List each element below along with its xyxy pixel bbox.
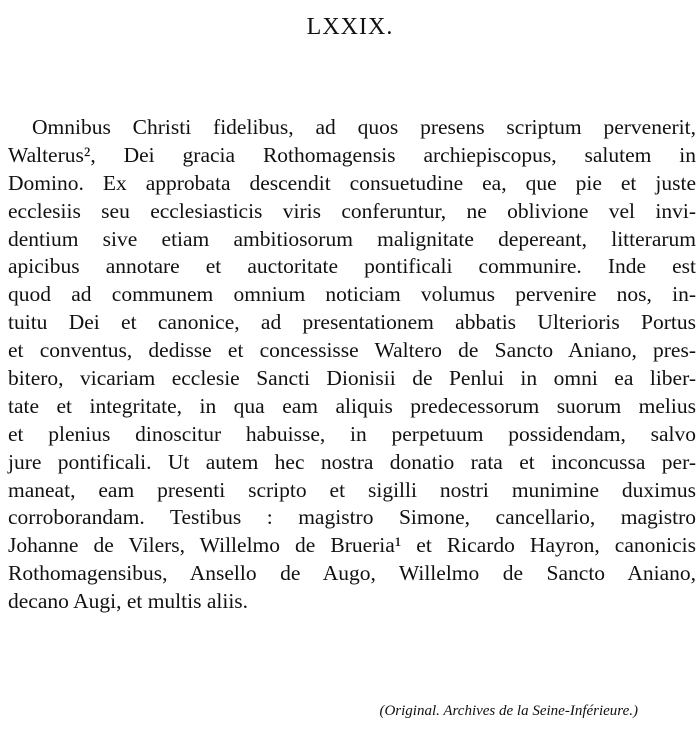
charter-text — [8, 114, 696, 616]
charter-number-heading: LXXIX. — [306, 14, 394, 40]
text-line: Omnibus Christi fidelibus, ad quos presens scriptum pervenerit, — [32, 115, 696, 139]
text-line: Domino. Ex approbata descendit consuetudine ea, que pie et juste — [8, 170, 696, 195]
text-line: quod ad communem omnium noticiam volumus pervenire nos, in- — [8, 282, 696, 307]
text-line: bitero, vicariam ecclesie Sancti Dionisii de Penlui in omni ea liber- — [8, 366, 696, 391]
text-line: et conventus, dedisse et concessisse Waltero de Sancto Aniano, pres- — [8, 338, 696, 363]
text-line: jure pontificali. Ut autem hec nostra donatio rata et inconcussa per- — [8, 449, 696, 474]
text-line: Rothomagensibus, Ansello de Augo, Willelmo de Sancto Aniano, — [8, 561, 696, 586]
text-line: Johanne de Vilers, Willelmo de Brueria¹ et Ricardo Hayron, canonicis — [8, 533, 696, 558]
text-line: ecclesiis seu ecclesiasticis viris conferuntur, ne oblivione vel invi- — [8, 198, 696, 223]
text-line: Walterus², Dei gracia Rothomagensis archiepiscopus, salutem in — [8, 142, 696, 167]
text-line: maneat, eam presenti scripto et sigilli nostri munimine duximus — [8, 477, 696, 502]
text-line: tate et integritate, in qua eam aliquis predecessorum suorum melius — [8, 393, 696, 418]
text-line: tuitu Dei et canonice, ad presentationem abbatis Ulterioris Portus — [8, 310, 696, 335]
text-line: apicibus annotare et auctoritate pontificali communire. Inde est — [8, 254, 696, 279]
source-citation: (Original. Archives de la Seine-Inférieure.) — [379, 703, 638, 719]
text-line: et plenius dinoscitur habuisse, in perpetuum possidendam, salvo — [8, 421, 696, 446]
text-line: decano Augi, et multis aliis. — [8, 589, 249, 614]
text-line: dentium sive etiam ambitiosorum malignitate depereant, litterarum — [8, 226, 696, 251]
text-line: corroborandam. Testibus : magistro Simone, cancellario, magistro — [8, 505, 696, 530]
